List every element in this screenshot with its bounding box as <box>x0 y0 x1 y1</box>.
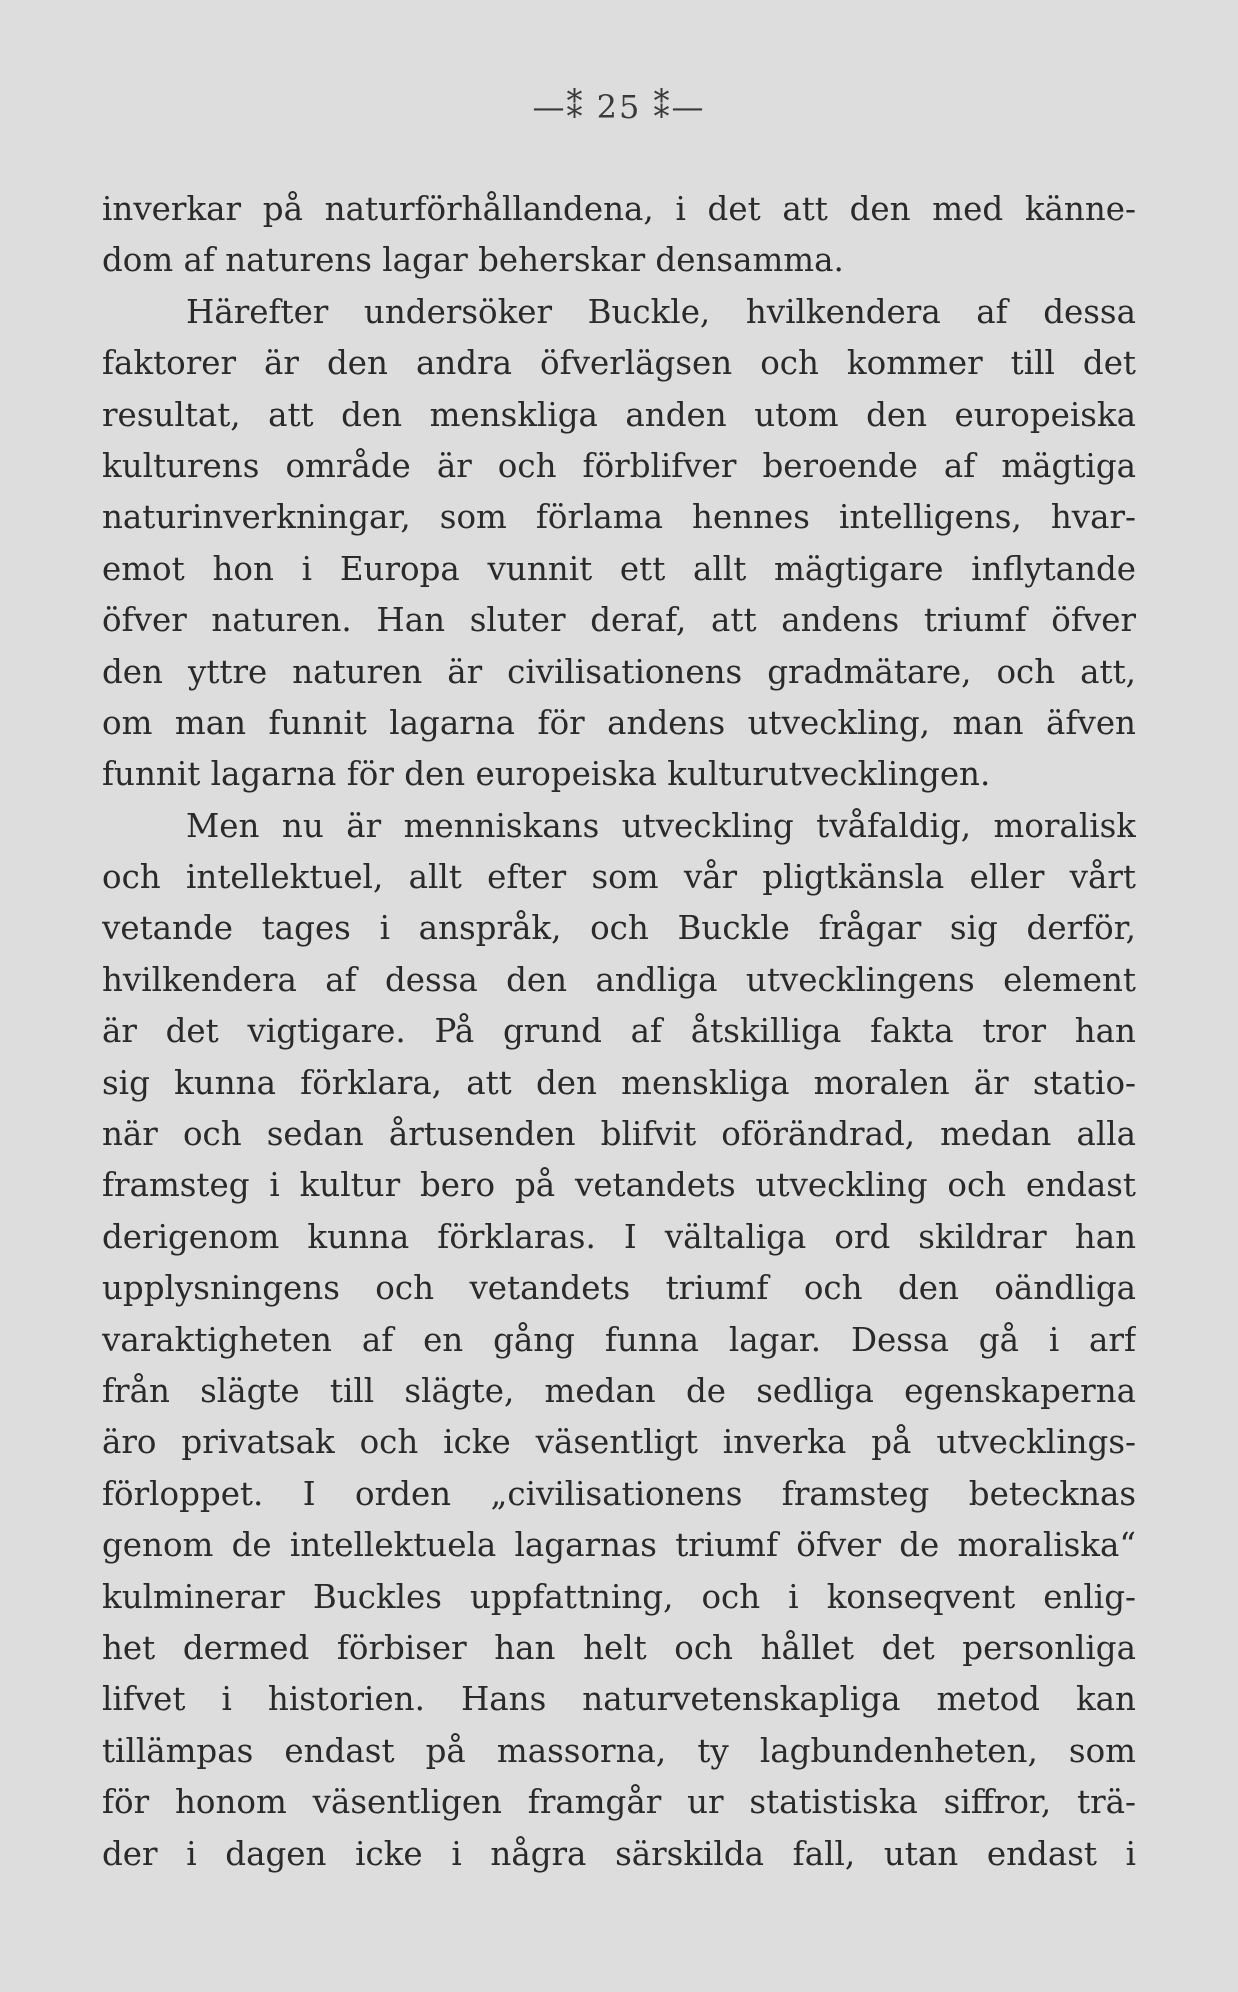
text-line: när och sedan årtusenden blifvit oförändrad, medan alla <box>102 1115 1136 1154</box>
text-line: framsteg i kultur bero på vetandets utveckling och endast <box>102 1166 1136 1205</box>
text-line: tillämpas endast på massorna, ty lagbundenheten, som <box>102 1731 1136 1770</box>
text-line: het dermed förbiser han helt och hållet det personliga <box>102 1628 1136 1667</box>
text-line: hvilkendera af dessa den andliga utvecklingens element <box>102 960 1136 999</box>
text-line: kulminerar Buckles uppfattning, och i konseqvent enlig- <box>102 1577 1136 1616</box>
body-text <box>102 184 1136 1880</box>
text-line: emot hon i Europa vunnit ett allt mägtigare inflytande <box>102 549 1136 588</box>
page-number-header: —⁑ 25 ⁑— <box>532 88 706 126</box>
text-line: Härefter undersöker Buckle, hvilkendera af dessa <box>186 292 1136 331</box>
text-line: om man funnit lagarna för andens utveckling, man äfven <box>102 703 1136 742</box>
text-line: den yttre naturen är civilisationens gradmätare, och att, <box>102 652 1136 691</box>
text-line: kulturens område är och förblifver beroende af mägtiga <box>102 446 1136 485</box>
text-line: faktorer är den andra öfverlägsen och kommer till det <box>102 344 1136 383</box>
text-line: Men nu är menniskans utveckling tvåfaldig, moralisk <box>186 806 1136 845</box>
text-line: genom de intellektuela lagarnas triumf öfver de moraliska“ <box>102 1526 1136 1565</box>
text-line: resultat, att den menskliga anden utom den europeiska <box>102 395 1136 434</box>
text-line: lifvet i historien. Hans naturvetenskapliga metod kan <box>102 1680 1136 1719</box>
text-line: sig kunna förklara, att den menskliga moralen är statio- <box>102 1063 1136 1102</box>
text-line: dom af naturens lagar beherskar densamma. <box>102 241 844 280</box>
text-line: och intellektuel, allt efter som vår pligtkänsla eller vårt <box>102 858 1136 897</box>
text-line: derigenom kunna förklaras. I vältaliga ord skildrar han <box>102 1217 1136 1256</box>
text-line: vetande tages i anspråk, och Buckle frågar sig derför, <box>102 909 1136 948</box>
text-line: från slägte till slägte, medan de sedliga egenskaperna <box>102 1371 1136 1410</box>
text-line: funnit lagarna för den europeiska kulturutvecklingen. <box>102 755 991 794</box>
text-line: förloppet. I orden „civilisationens framsteg betecknas <box>102 1474 1136 1513</box>
text-line: för honom väsentligen framgår ur statistiska siffror, trä- <box>102 1783 1136 1822</box>
text-line: öfver naturen. Han sluter deraf, att andens triumf öfver <box>102 601 1136 640</box>
text-line: inverkar på naturförhållandena, i det att den med känne- <box>102 190 1136 228</box>
text-line: der i dagen icke i några särskilda fall, utan endast i <box>102 1834 1136 1873</box>
text-line: äro privatsak och icke väsentligt inverka på utvecklings- <box>102 1423 1136 1462</box>
text-line: är det vigtigare. På grund af åtskilliga fakta tror han <box>102 1012 1136 1051</box>
text-line: upplysningens och vetandets triumf och den oändliga <box>102 1269 1136 1308</box>
text-line: naturinverkningar, som förlama hennes intelligens, hvar- <box>102 498 1136 537</box>
text-line: varaktigheten af en gång funna lagar. Dessa gå i arf <box>102 1320 1136 1359</box>
